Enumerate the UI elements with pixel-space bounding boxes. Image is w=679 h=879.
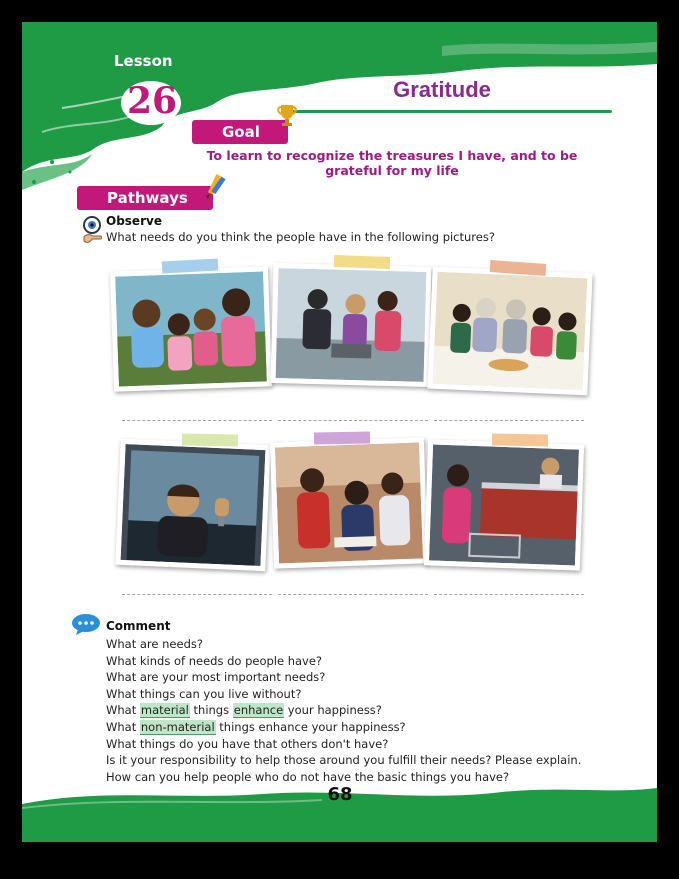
question-text: your happiness?: [284, 703, 382, 718]
trophy-icon: [274, 102, 300, 128]
lesson-label: Lesson: [114, 52, 173, 70]
family-reading-photo: [270, 437, 428, 568]
question-text: things: [189, 703, 233, 718]
comment-question: How can you help people who do not have the basic things you have?: [106, 769, 510, 784]
family-dinner-photo: [427, 267, 592, 396]
page-number: 68: [327, 784, 353, 805]
comment-question: What kinds of needs do people have?: [106, 653, 323, 668]
comment-question: What things do you have that others don't have?: [106, 736, 389, 751]
lesson-number: 26: [126, 80, 178, 122]
title-underline: [282, 110, 612, 113]
pathways-label: Pathways: [107, 189, 188, 207]
photo-tape: [314, 432, 370, 445]
question-text: What: [106, 703, 140, 718]
answer-line: [122, 420, 272, 421]
answer-line: [434, 594, 584, 595]
pencils-icon: [202, 172, 228, 200]
answer-line: [278, 594, 428, 595]
comment-heading: Comment: [106, 619, 171, 633]
comment-question: What are needs?: [106, 637, 203, 651]
comment-question: [106, 702, 626, 719]
question-text: things enhance your happiness?: [215, 719, 406, 734]
photo-tape: [182, 434, 238, 447]
comment-question: What things can you live without?: [106, 686, 302, 701]
highlighted-word: enhance: [233, 703, 284, 718]
question-text: What: [106, 719, 140, 734]
comment-question: What are your most important needs?: [106, 670, 326, 685]
young-man-with-car-keys-photo: [115, 439, 270, 571]
comment-question: [106, 719, 626, 736]
answer-line: [434, 420, 584, 421]
highlighted-word: non-material: [140, 719, 215, 734]
family-photo: [110, 266, 272, 391]
goal-label: Goal: [222, 123, 260, 141]
comment-question: Is it your responsibility to help those around you fulfill their needs? Please explain.: [106, 753, 582, 768]
photo-tape: [334, 255, 390, 269]
pathways-tag: [77, 186, 213, 210]
answer-line: [122, 594, 272, 595]
comment-question-list: [106, 636, 626, 785]
photo-tape: [492, 434, 548, 447]
observe-heading: Observe: [106, 214, 162, 228]
woman-shopping-photo: [424, 439, 584, 570]
magnifier-hand-icon: [80, 215, 104, 245]
answer-line: [278, 420, 428, 421]
page-title: Gratitude: [393, 77, 491, 102]
speech-bubble-icon: [70, 612, 102, 636]
highlighted-word: material: [140, 703, 189, 718]
workbook-page: [22, 22, 657, 842]
friends-with-laptop-photo: [270, 263, 431, 387]
observe-question: What needs do you think the people have in the following pictures?: [106, 230, 495, 244]
goal-text: To learn to recognize the treasures I have, and to be grateful for my life: [206, 148, 578, 178]
